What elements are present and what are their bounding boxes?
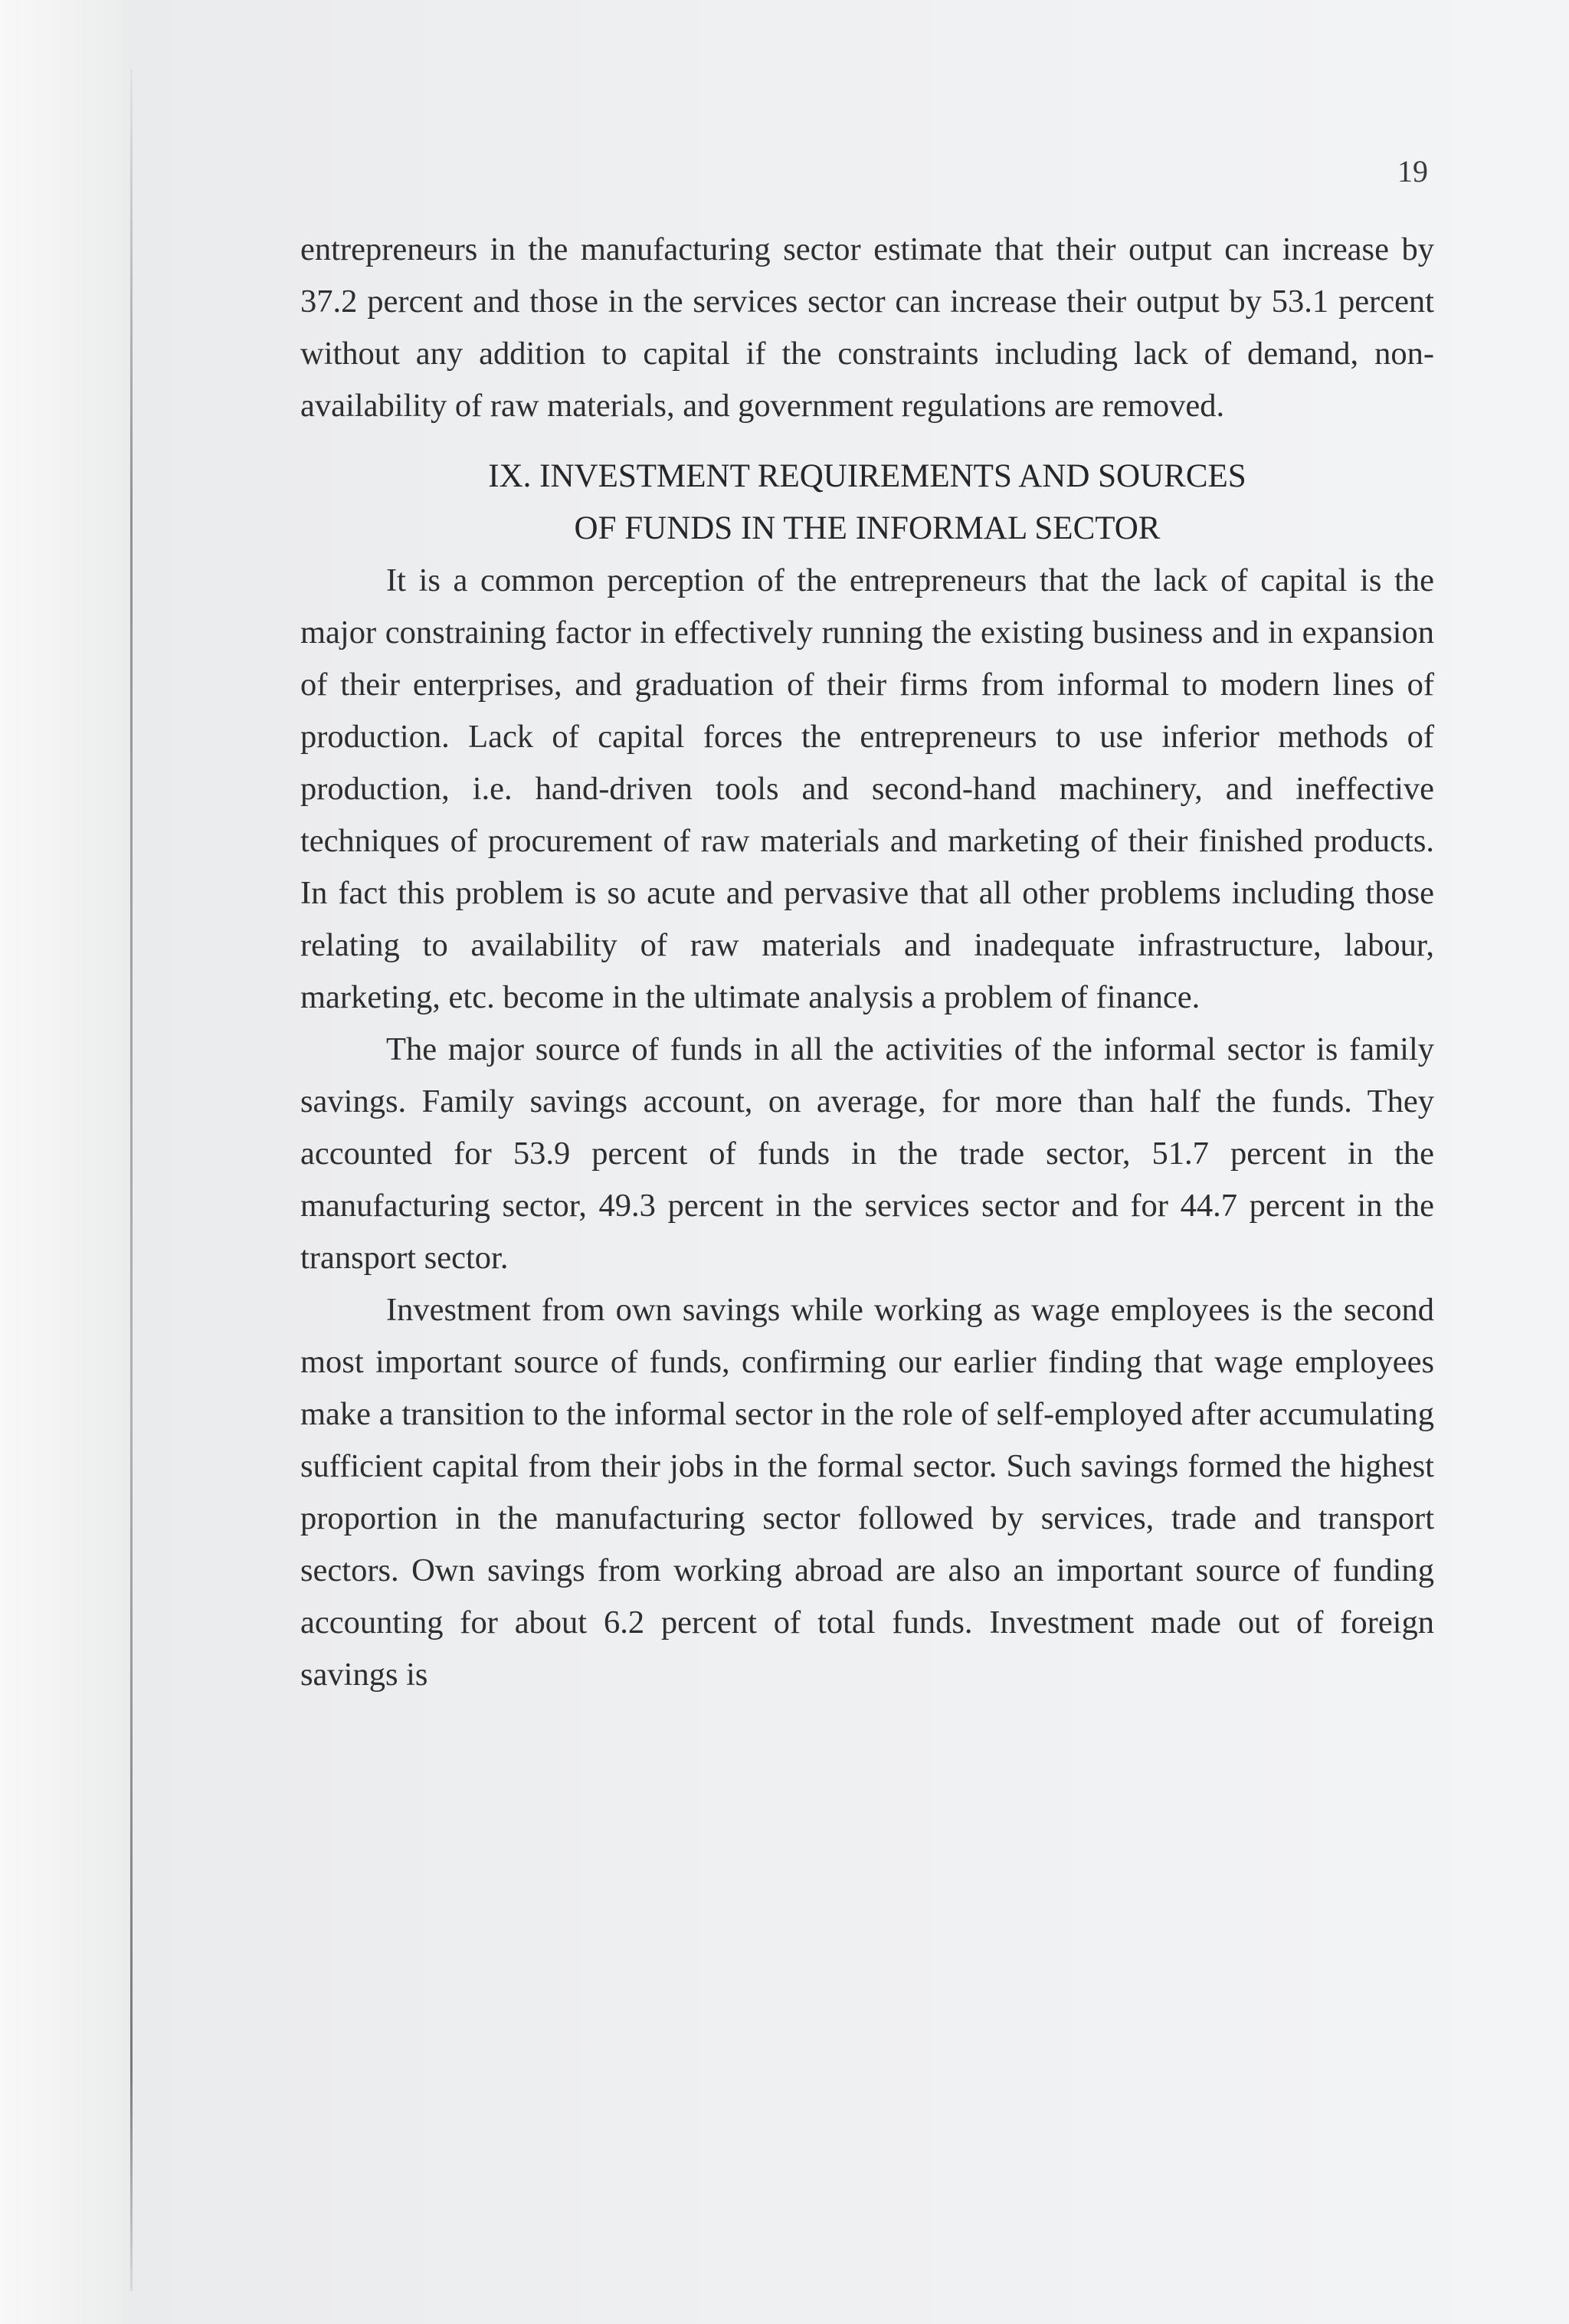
- section-heading: [300, 451, 1434, 555]
- page-number: 19: [1397, 154, 1428, 188]
- scan-margin: [0, 0, 123, 2324]
- body-paragraph-3: Investment from own savings while working as wage employees is the second most important source of funds, confirming our earlier finding that wage employees make a transition to the informal sector in the role of self-employed after accumulating sufficient capital from their jobs in the formal sector. Such savings formed the highest proportion in the manufacturing sector followed by services, trade and transport sectors. Own savings from working abroad are also an important source of funding accounting for about 6.2 percent of total funds. Investment made out of foreign savings is: [300, 1292, 1434, 1693]
- body-paragraph-2: The major source of funds in all the activities of the informal sector is family savings. Family savings account, on average, for more than half the funds. They accounted for 53.9 percent of funds in the trade sector, 51.7 percent in the manufacturing sector, 49.3 percent in the services sector and for 44.7 percent in the transport sector.: [300, 1031, 1434, 1276]
- binding-edge: [130, 69, 133, 2291]
- body-paragraph-1: It is a common perception of the entrepreneurs that the lack of capital is the major constraining factor in effectively running the existing business and in expansion of their enterprises, and graduation of their firms from informal to modern lines of production. Lack of capital forces the entrepreneurs to use inferior methods of production, i.e. hand-driven tools and second-hand machinery, and ineffective techniques of procurement of raw materials and marketing of their finished products. In fact this problem is so acute and pervasive that all other problems including those relating to availability of raw materials and inadequate infrastructure, labour, marketing, etc. become in the ultimate analysis a problem of finance.: [300, 562, 1434, 1015]
- section-heading-line-2: OF FUNDS IN THE INFORMAL SECTOR: [574, 510, 1161, 546]
- intro-paragraph: entrepreneurs in the manufacturing sector estimate that their output can increase by 37.2 percent and those in the services sector can increase their output by 53.1 percent without any addition to capital if the constraints including lack of demand, non-availability of raw materials, and government regulations are removed.: [300, 231, 1434, 424]
- section-heading-line-1: IX. INVESTMENT REQUIREMENTS AND SOURCES: [488, 458, 1246, 494]
- document-body: [300, 224, 1434, 1701]
